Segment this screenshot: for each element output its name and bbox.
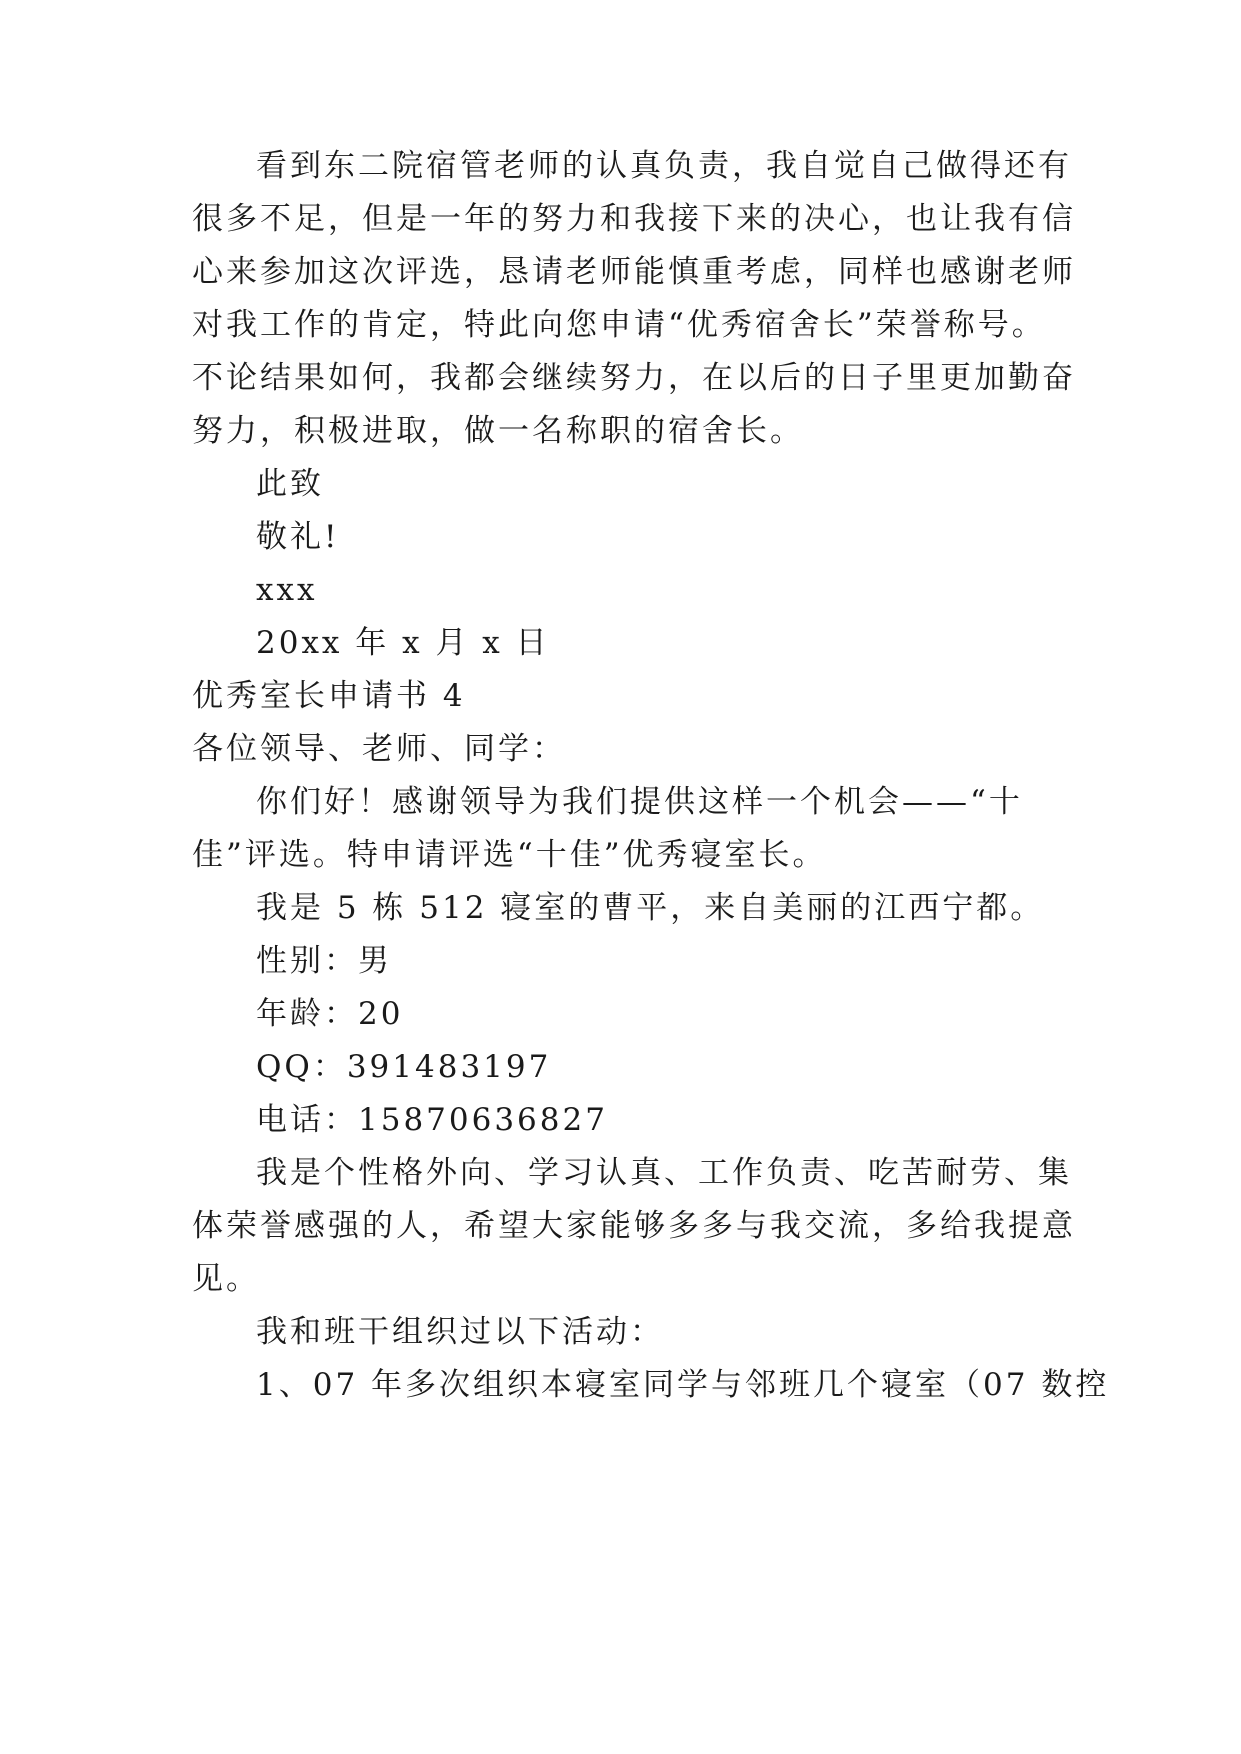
gender-line: 性别：男 (256, 943, 392, 979)
text-line: 看到东二院宿管老师的认真负责，我自觉自己做得还有 (256, 148, 1072, 184)
text-line: 我是 5 栋 512 寝室的曹平，来自美丽的江西宁都。 (256, 890, 1045, 926)
text-line: 我是个性格外向、学习认真、工作负责、吃苦耐劳、集 (256, 1155, 1072, 1191)
phone-line: 电话：15870636827 (256, 1102, 608, 1138)
text-line: 对我工作的肯定，特此向您申请“优秀宿舍长”荣誉称号。 (192, 307, 1046, 343)
text-line: 佳”评选。特申请评选“十佳”优秀寝室长。 (192, 837, 827, 873)
text-line: 心来参加这次评选，恳请老师能慎重考虑，同样也感谢老师 (192, 254, 1076, 290)
text-line: 努力，积极进取，做一名称职的宿舍长。 (192, 413, 804, 449)
signature-line: xxx (256, 572, 318, 608)
list-item: 1、07 年多次组织本寝室同学与邻班几个寝室（07 数控 (256, 1367, 1110, 1403)
text-line: 不论结果如何，我都会继续努力，在以后的日子里更加勤奋 (192, 360, 1076, 396)
section-heading: 优秀室长申请书 4 (192, 678, 466, 714)
text-line: 很多不足，但是一年的努力和我接下来的决心，也让我有信 (192, 201, 1076, 237)
qq-line: QQ：391483197 (256, 1049, 552, 1085)
salutation-line: 敬礼! (256, 519, 340, 555)
text-line: 我和班干组织过以下活动： (256, 1314, 664, 1350)
closing-line: 此致 (256, 466, 324, 502)
text-line: 体荣誉感强的人，希望大家能够多多与我交流，多给我提意 (192, 1208, 1076, 1244)
date-line: 20xx 年 x 月 x 日 (256, 625, 550, 661)
text-line: 见。 (192, 1261, 260, 1297)
greeting-line: 各位领导、老师、同学： (192, 731, 566, 767)
age-line: 年龄：20 (256, 996, 404, 1032)
text-line: 你们好！感谢领导为我们提供这样一个机会——“十 (256, 784, 1023, 820)
